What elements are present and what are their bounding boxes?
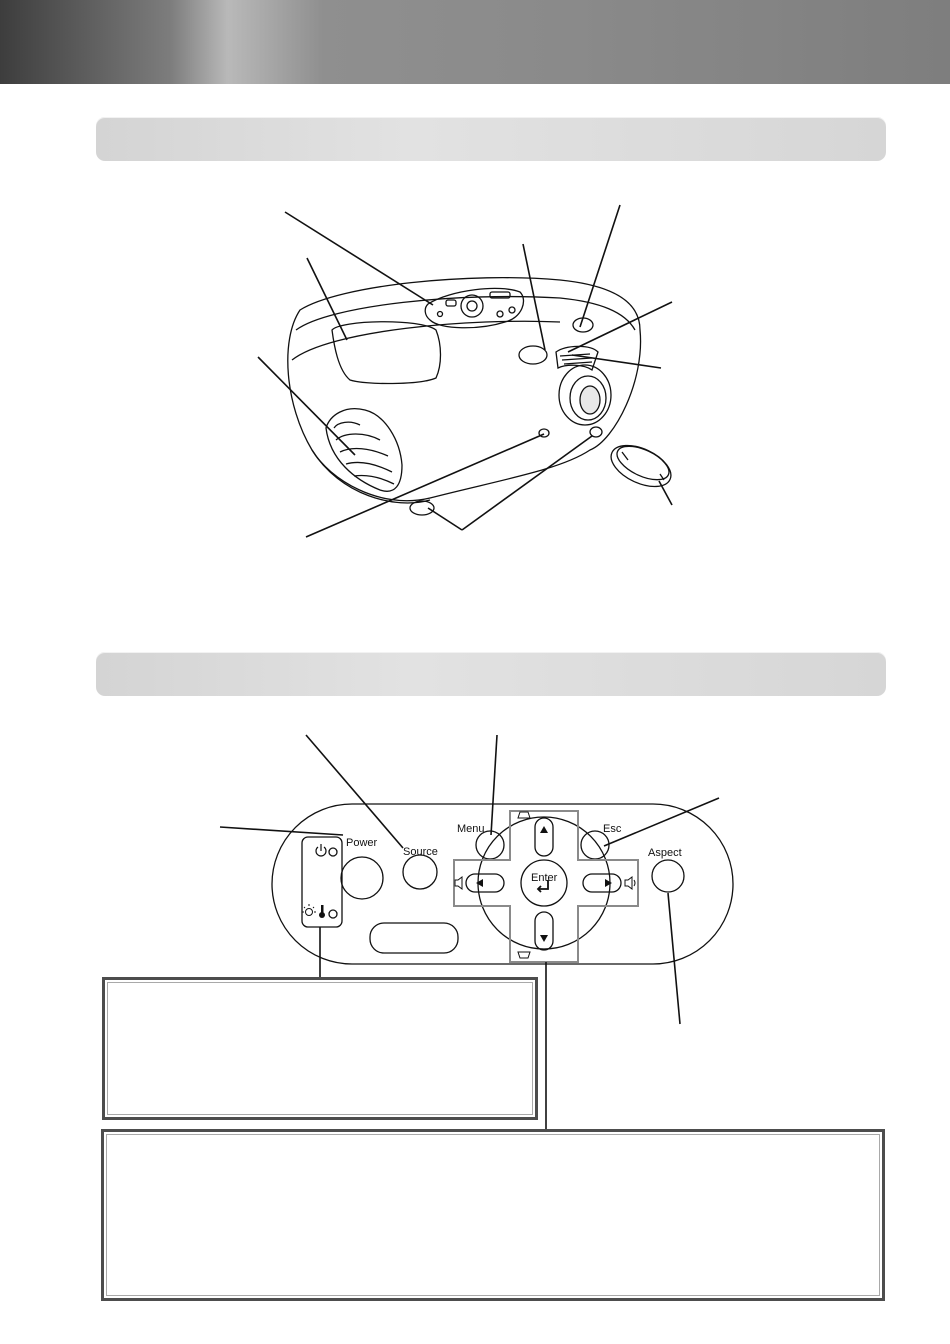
aspect-button-label: Aspect [648, 847, 682, 859]
controls-description-box [101, 1129, 885, 1301]
esc-button-label: Esc [603, 823, 622, 835]
projector-illustration [288, 278, 677, 515]
enter-button-label: Enter [531, 872, 558, 884]
source-button-label: Source [403, 846, 438, 858]
power-button-label: Power [346, 837, 378, 849]
indicator-description-box [102, 977, 538, 1120]
control-panel-illustration [272, 804, 733, 964]
menu-button-label: Menu [457, 823, 485, 835]
